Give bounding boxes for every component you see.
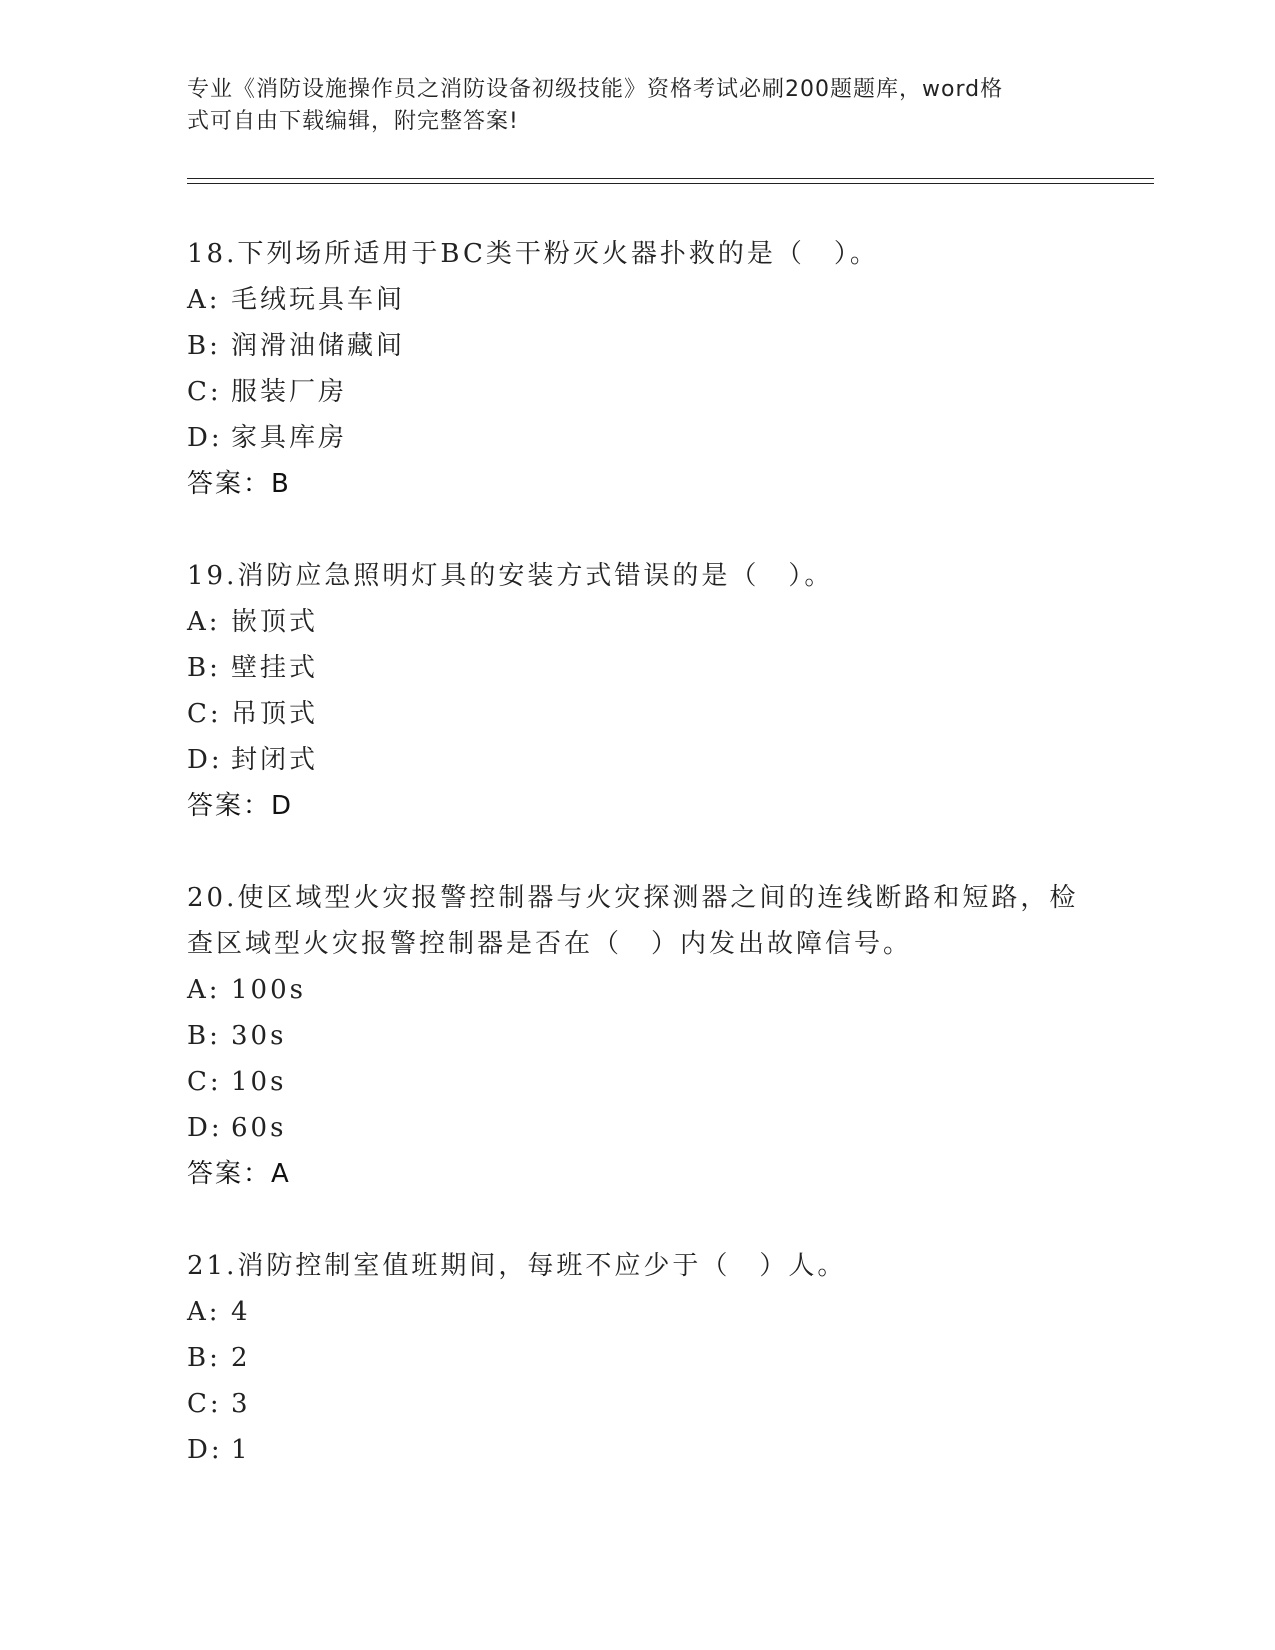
- question-20-stem-line-2: 查区域型火灾报警控制器是否在（ ）内发出故障信号。: [187, 929, 913, 959]
- option-letter: B:: [187, 653, 221, 683]
- option-text: 1: [231, 1435, 251, 1465]
- question-21-option-a: [187, 1295, 251, 1329]
- question-20-option-d: [187, 1111, 286, 1145]
- option-text: 润滑油储藏间: [231, 331, 406, 361]
- option-letter: D:: [187, 745, 223, 775]
- option-text: 3: [231, 1389, 251, 1419]
- option-letter: A:: [187, 607, 221, 637]
- question-20-option-a: [187, 973, 306, 1007]
- header-divider-top: [187, 178, 1154, 179]
- question-20-stem-line-1: 20.使区域型火灾报警控制器与火灾探测器之间的连线断路和短路，检: [187, 883, 1079, 913]
- option-text: 10s: [231, 1067, 287, 1097]
- question-21-option-b: [187, 1341, 251, 1375]
- option-text: 30s: [231, 1021, 287, 1051]
- question-19-option-c: [187, 697, 318, 731]
- option-text: 60s: [231, 1113, 287, 1143]
- question-19-option-a: [187, 605, 318, 639]
- option-letter: B:: [187, 331, 221, 361]
- option-letter: A:: [187, 285, 221, 315]
- question-19-option-d: [187, 743, 318, 777]
- option-text: 服装厂房: [231, 377, 348, 407]
- option-letter: C:: [187, 1067, 222, 1097]
- header-divider-bottom: [187, 183, 1154, 184]
- option-letter: B:: [187, 1021, 221, 1051]
- question-21-stem: 21.消防控制室值班期间，每班不应少于（ ）人。: [187, 1251, 847, 1281]
- question-18-option-c: [187, 375, 347, 409]
- question-20-answer: 答案：A: [187, 1159, 291, 1189]
- question-21-option-d: [187, 1433, 251, 1467]
- question-18-stem: 18.下列场所适用于BC类干粉灭火器扑救的是（ ）。: [187, 239, 879, 269]
- option-text: 家具库房: [231, 423, 348, 453]
- question-21-option-c: [187, 1387, 251, 1421]
- document-header: [187, 74, 1067, 138]
- option-letter: D:: [187, 1113, 223, 1143]
- option-letter: C:: [187, 699, 222, 729]
- question-19-answer: 答案：D: [187, 791, 294, 821]
- option-letter: D:: [187, 1435, 223, 1465]
- question-18-answer: 答案：B: [187, 469, 291, 499]
- option-text: 100s: [231, 975, 306, 1005]
- header-line-1: 专业《消防设施操作员之消防设备初级技能》资格考试必刷200题题库，word格: [187, 77, 1004, 102]
- option-letter: D:: [187, 423, 223, 453]
- option-letter: C:: [187, 377, 222, 407]
- question-18-option-d: [187, 421, 347, 455]
- option-text: 吊顶式: [231, 699, 319, 729]
- option-letter: A:: [187, 1297, 221, 1327]
- option-text: 嵌顶式: [231, 607, 319, 637]
- question-19-stem: 19.消防应急照明灯具的安装方式错误的是（ ）。: [187, 561, 834, 591]
- question-18-option-b: [187, 329, 405, 363]
- question-20-option-c: [187, 1065, 286, 1099]
- option-text: 壁挂式: [231, 653, 319, 683]
- option-text: 4: [231, 1297, 251, 1327]
- question-18-option-a: [187, 283, 405, 317]
- question-19-option-b: [187, 651, 318, 685]
- question-20-option-b: [187, 1019, 286, 1053]
- header-line-2: 式可自由下载编辑，附完整答案!: [187, 109, 519, 134]
- option-text: 2: [231, 1343, 251, 1373]
- option-text: 毛绒玩具车间: [231, 285, 406, 315]
- option-text: 封闭式: [231, 745, 319, 775]
- option-letter: C:: [187, 1389, 222, 1419]
- option-letter: A:: [187, 975, 221, 1005]
- option-letter: B:: [187, 1343, 221, 1373]
